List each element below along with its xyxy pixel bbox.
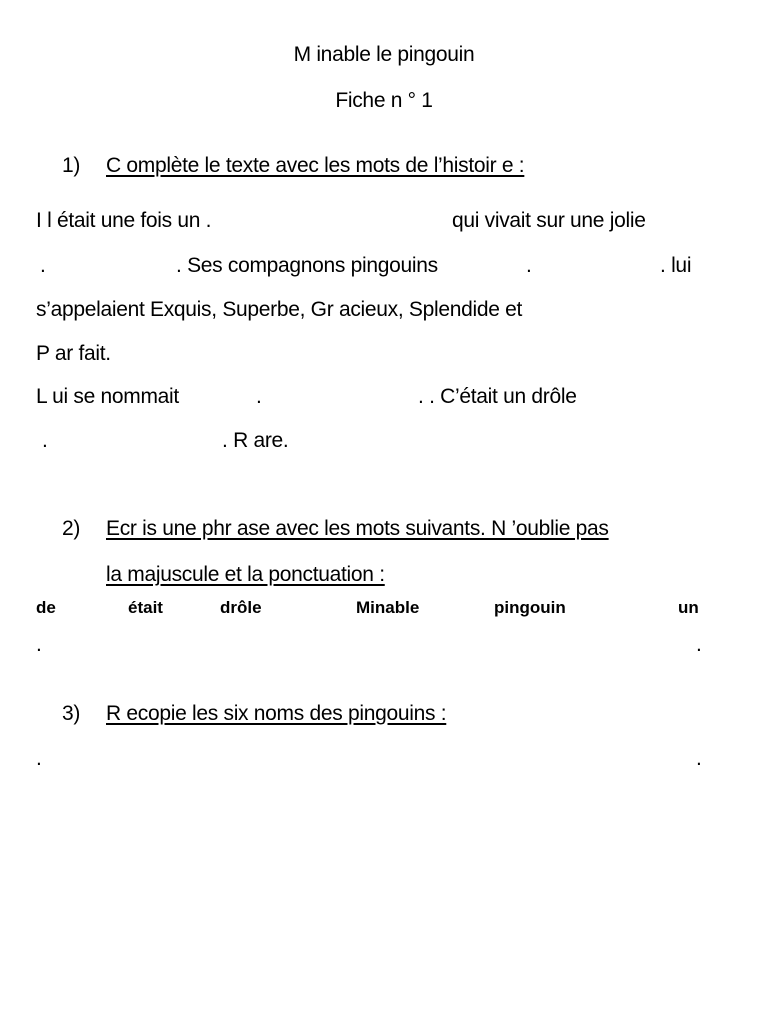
answer-line-start-dot: . bbox=[36, 633, 42, 656]
text-line6-dot: . bbox=[42, 429, 48, 452]
page-title: M inable le pingouin bbox=[293, 43, 475, 66]
text-line3: s’appelaient Exquis, Superbe, Gr acieux, Splendide et bbox=[36, 298, 523, 321]
text-line2-end: . lui bbox=[660, 254, 692, 277]
word-pingouin: pingouin bbox=[494, 598, 566, 617]
text-line1-start: I l était une fois un . bbox=[36, 209, 212, 232]
page-subtitle: Fiche n ° 1 bbox=[335, 89, 433, 112]
section2-number: 2) bbox=[62, 517, 81, 540]
text-line2-mid: . Ses compagnons pingouins bbox=[176, 254, 438, 277]
text-line4: P ar fait. bbox=[36, 342, 111, 365]
word-etait: était bbox=[128, 598, 163, 617]
text-line5-dot: . bbox=[256, 385, 262, 408]
text-line5-start: L ui se nommait bbox=[36, 385, 179, 408]
word-drole: drôle bbox=[220, 598, 262, 617]
text-line2-dot2: . bbox=[526, 254, 532, 277]
answer-line-end-dot: . bbox=[696, 633, 702, 656]
word-de: de bbox=[36, 598, 56, 617]
word-un: un bbox=[678, 598, 699, 617]
text-line5-end: . . C’était un drôle bbox=[418, 385, 577, 408]
section3-number: 3) bbox=[62, 702, 81, 725]
word-minable: Minable bbox=[356, 598, 420, 617]
section3-heading: R ecopie les six noms des pingouins : bbox=[106, 702, 447, 725]
section2-heading-line2: la majuscule et la ponctuation : bbox=[106, 563, 385, 586]
section1-heading: C omplète le texte avec les mots de l’histoir e : bbox=[106, 154, 525, 177]
section2-heading-line1: Ecr is une phr ase avec les mots suivants. N ’oublie pas bbox=[106, 517, 609, 540]
names-line-start-dot: . bbox=[36, 747, 42, 770]
names-line-end-dot: . bbox=[696, 747, 702, 770]
text-line2-dot: . bbox=[40, 254, 46, 277]
section1-number: 1) bbox=[62, 154, 81, 177]
text-line6-end: . R are. bbox=[222, 429, 289, 452]
text-line1-end: qui vivait sur une jolie bbox=[452, 209, 646, 232]
